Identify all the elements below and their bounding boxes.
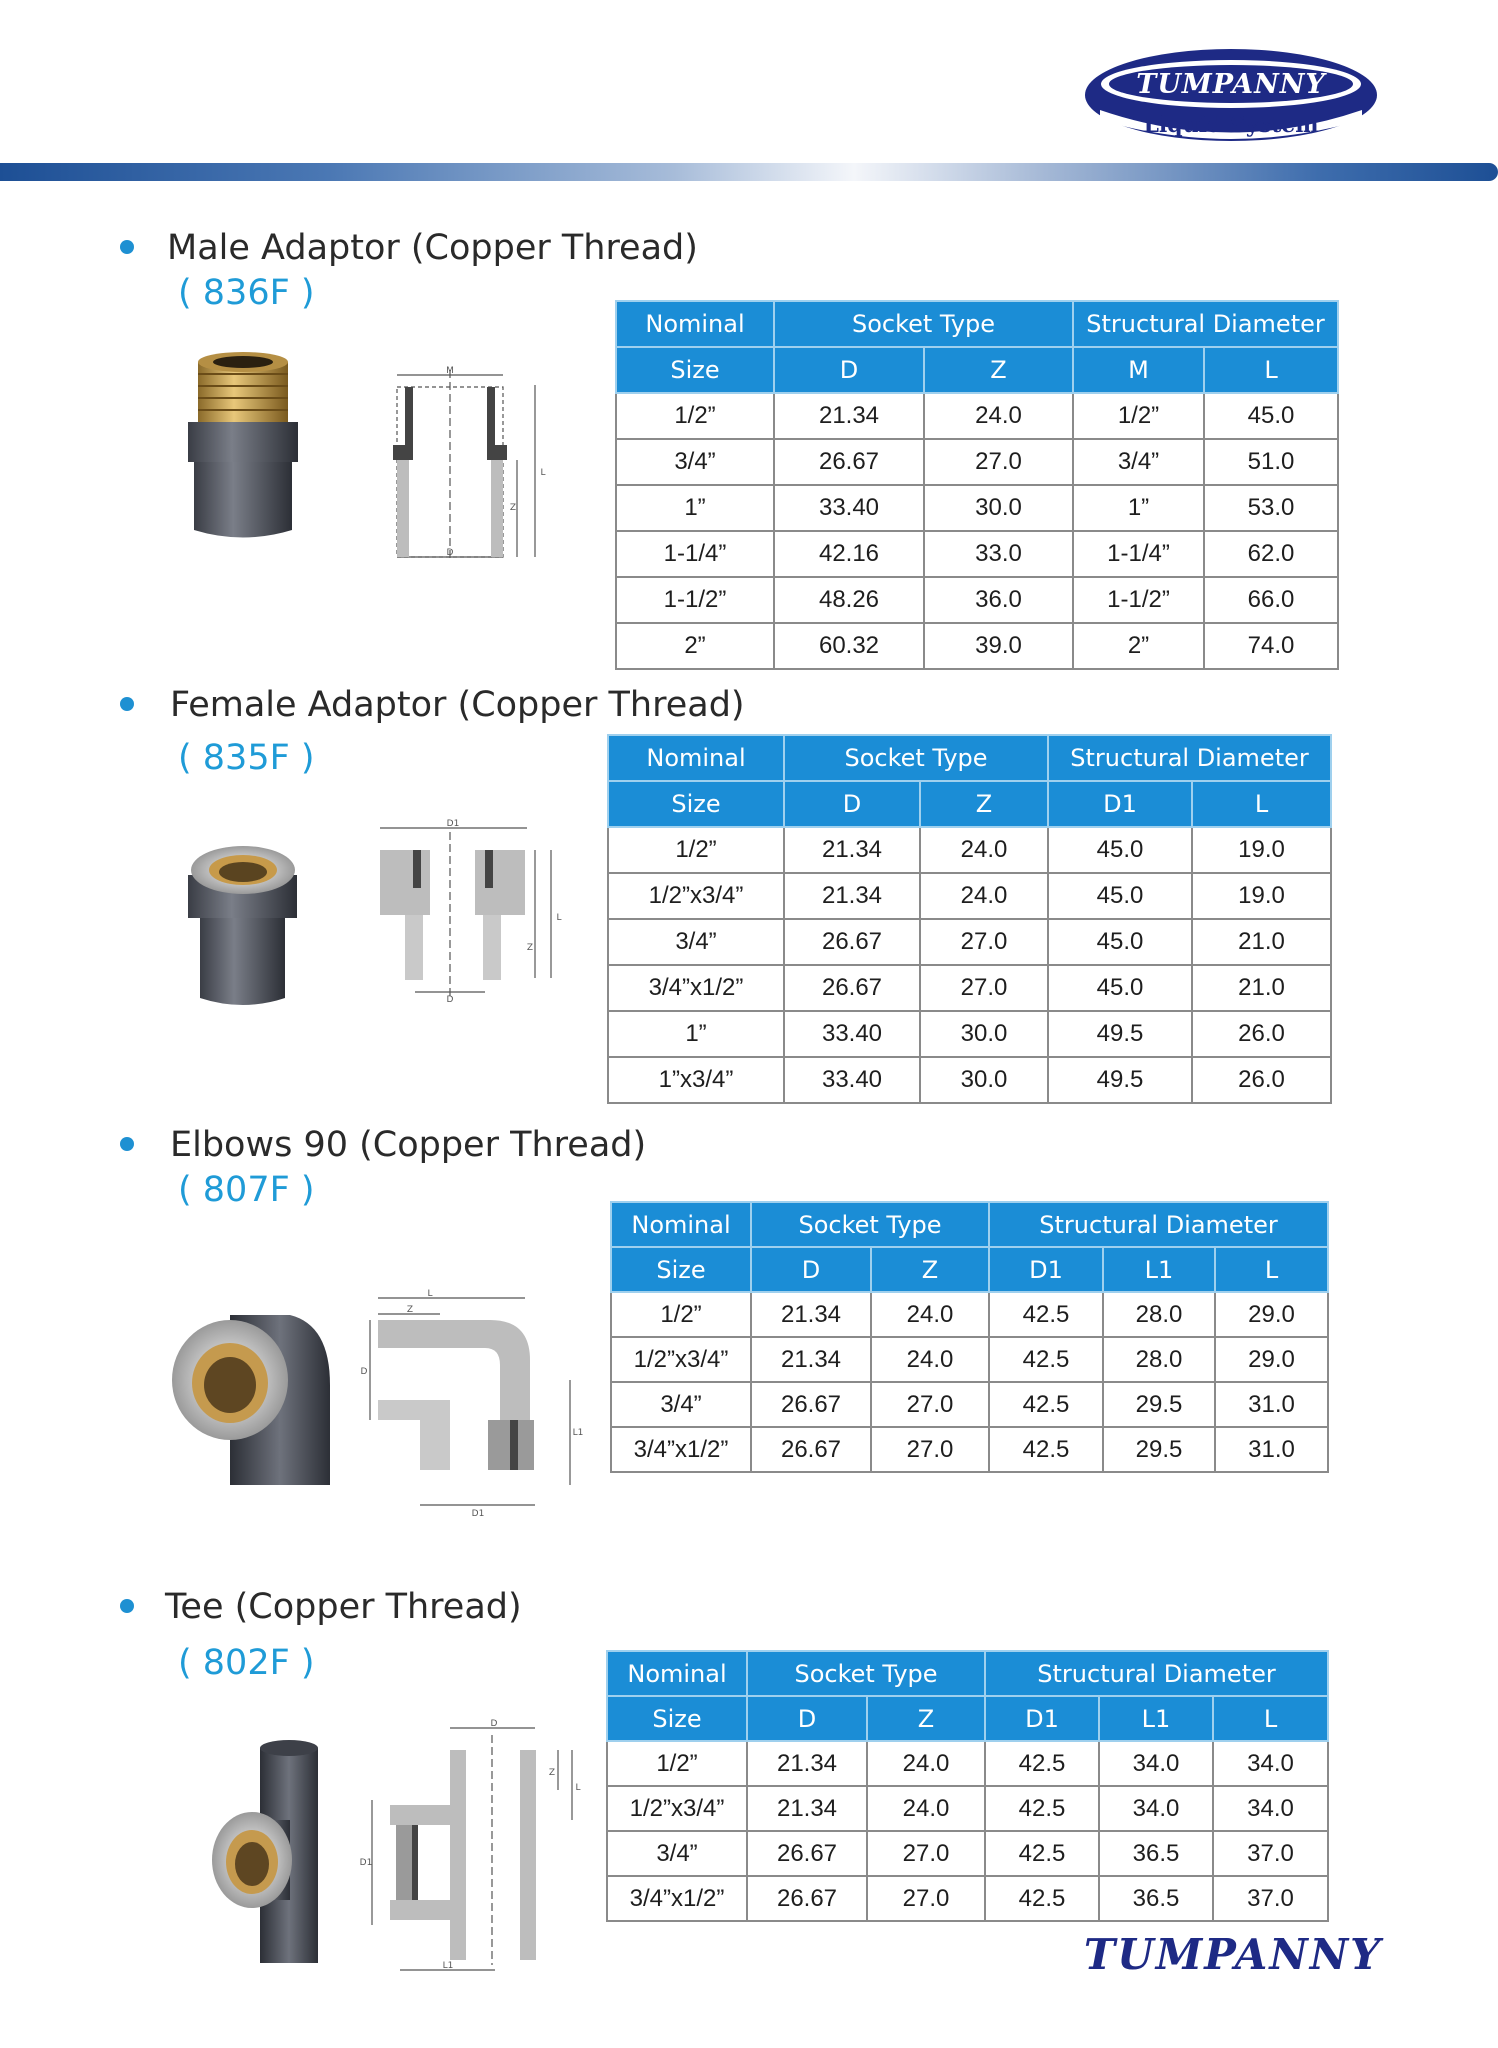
cell: 42.5 [985,1876,1099,1921]
male-adaptor-drawing [375,365,565,565]
cell: 24.0 [871,1292,989,1337]
column-header: D [774,347,924,393]
section-title: Female Adaptor (Copper Thread) [170,685,745,725]
dim-label: Z [526,943,534,953]
footer-brand-logo [1068,1925,1398,1985]
column-header: D [751,1247,871,1292]
cell: 21.34 [751,1292,871,1337]
cell: 51.0 [1204,439,1338,485]
table-row [608,873,1331,919]
table-row [616,531,1338,577]
cell: 1/2” [1073,393,1204,439]
table-row [616,393,1338,439]
column-header: L1 [1099,1696,1213,1741]
cell: 21.34 [751,1337,871,1382]
dim-label: D1 [446,819,460,829]
cell: 2” [616,623,774,669]
cell: 33.40 [784,1057,920,1103]
cell: 26.67 [747,1876,867,1921]
cell: 3/4”x1/2” [608,965,784,1011]
footer-brand: TUMPANNY [1083,1930,1383,1979]
cell: 29.5 [1103,1427,1215,1472]
table-row [611,1427,1328,1472]
cell: 1/2” [616,393,774,439]
cell: 29.0 [1215,1337,1328,1382]
cell: 27.0 [924,439,1073,485]
cell: 1/2”x3/4” [607,1786,747,1831]
column-header: L [1204,347,1338,393]
section-bullet [120,240,134,254]
table-row [608,919,1331,965]
cell: 26.67 [784,965,920,1011]
cell: 45.0 [1204,393,1338,439]
cell: 28.0 [1103,1292,1215,1337]
table-row [611,1337,1328,1382]
table-row [607,1876,1328,1921]
cell: 1/2” [611,1292,751,1337]
female-adaptor-drawing [375,820,565,1005]
cell: 1-1/4” [1073,531,1204,577]
dim-label: L [575,1783,581,1793]
section-title: Elbows 90 (Copper Thread) [170,1125,647,1165]
spec-table-836f [615,300,1339,670]
cell: 24.0 [920,827,1048,873]
cell: 30.0 [924,485,1073,531]
dim-label: D1 [471,1509,485,1519]
cell: 2” [1073,623,1204,669]
cell: 3/4”x1/2” [611,1427,751,1472]
cell: 49.5 [1048,1011,1192,1057]
cell: 27.0 [920,919,1048,965]
header-socket-type: Socket Type [784,735,1048,781]
cell: 42.5 [985,1786,1099,1831]
dim-label: Z [509,503,517,513]
elbow-photo [170,1305,335,1490]
cell: 21.34 [784,827,920,873]
cell: 24.0 [871,1337,989,1382]
cell: 48.26 [774,577,924,623]
tee-drawing [360,1720,580,1980]
cell: 29.5 [1103,1382,1215,1427]
column-header: Z [871,1247,989,1292]
header-nominal: Nominal [607,1651,747,1696]
cell: 28.0 [1103,1337,1215,1382]
cell: 36.0 [924,577,1073,623]
dim-label: L1 [572,1428,584,1438]
cell: 21.0 [1192,965,1331,1011]
cell: 34.0 [1213,1786,1328,1831]
cell: 42.5 [989,1337,1103,1382]
header-socket-type: Socket Type [751,1202,989,1247]
cell: 26.67 [751,1382,871,1427]
table-row [608,1011,1331,1057]
cell: 31.0 [1215,1427,1328,1472]
header-structural-diameter: Structural Diameter [1073,301,1338,347]
header-socket-type: Socket Type [747,1651,985,1696]
section-bullet [120,1599,134,1613]
section-title: Tee (Copper Thread) [165,1587,522,1627]
cell: 1-1/4” [616,531,774,577]
cell: 1” [616,485,774,531]
cell: 53.0 [1204,485,1338,531]
cell: 36.5 [1099,1831,1213,1876]
column-header: D1 [989,1247,1103,1292]
column-header: Z [924,347,1073,393]
cell: 27.0 [871,1427,989,1472]
cell: 24.0 [924,393,1073,439]
table-row [616,439,1338,485]
header-socket-type: Socket Type [774,301,1073,347]
table-row [608,827,1331,873]
cell: 1/2”x3/4” [611,1337,751,1382]
column-header: Size [616,347,774,393]
spec-table-807f [610,1201,1329,1473]
cell: 21.34 [774,393,924,439]
cell: 49.5 [1048,1057,1192,1103]
column-header: Z [867,1696,985,1741]
cell: 42.5 [985,1831,1099,1876]
cell: 26.0 [1192,1057,1331,1103]
product-code: ( 835F ) [178,738,315,778]
product-code: ( 807F ) [178,1170,315,1210]
column-header: Z [920,781,1048,827]
cell: 42.5 [985,1741,1099,1786]
cell: 42.5 [989,1382,1103,1427]
cell: 33.40 [774,485,924,531]
cell: 74.0 [1204,623,1338,669]
cell: 1/2” [608,827,784,873]
column-header: D [784,781,920,827]
cell: 37.0 [1213,1876,1328,1921]
cell: 24.0 [867,1741,985,1786]
cell: 26.67 [784,919,920,965]
cell: 33.40 [784,1011,920,1057]
table-row [608,965,1331,1011]
section-bullet [120,1137,134,1151]
cell: 30.0 [920,1057,1048,1103]
cell: 60.32 [774,623,924,669]
cell: 3/4” [616,439,774,485]
table-row [607,1831,1328,1876]
header-nominal: Nominal [616,301,774,347]
column-header: Size [607,1696,747,1741]
tee-photo [210,1740,320,1970]
cell: 1” [608,1011,784,1057]
cell: 62.0 [1204,531,1338,577]
cell: 19.0 [1192,827,1331,873]
cell: 3/4” [1073,439,1204,485]
cell: 1/2” [607,1741,747,1786]
dim-label: L [540,468,546,478]
cell: 45.0 [1048,919,1192,965]
table-row [607,1741,1328,1786]
cell: 24.0 [920,873,1048,919]
table-row [607,1786,1328,1831]
column-header: L1 [1103,1247,1215,1292]
cell: 30.0 [920,1011,1048,1057]
cell: 1-1/2” [1073,577,1204,623]
dim-label: L [427,1289,433,1299]
cell: 21.34 [747,1741,867,1786]
cell: 26.67 [751,1427,871,1472]
cell: 34.0 [1099,1786,1213,1831]
cell: 42.5 [989,1292,1103,1337]
header-structural-diameter: Structural Diameter [1048,735,1331,781]
cell: 3/4”x1/2” [607,1876,747,1921]
cell: 21.34 [784,873,920,919]
cell: 24.0 [867,1786,985,1831]
cell: 45.0 [1048,965,1192,1011]
cell: 45.0 [1048,873,1192,919]
column-header: Size [608,781,784,827]
dim-label: Z [406,1305,414,1315]
dim-label: L1 [442,1961,454,1971]
company-logo [1080,40,1382,150]
cell: 3/4” [607,1831,747,1876]
column-header: D [747,1696,867,1741]
cell: 66.0 [1204,577,1338,623]
column-header: M [1073,347,1204,393]
cell: 26.67 [747,1831,867,1876]
cell: 45.0 [1048,827,1192,873]
cell: 1-1/2” [616,577,774,623]
cell: 36.5 [1099,1876,1213,1921]
table-row [616,485,1338,531]
product-code: ( 802F ) [178,1643,315,1683]
header-structural-diameter: Structural Diameter [989,1202,1328,1247]
cell: 33.0 [924,531,1073,577]
cell: 26.0 [1192,1011,1331,1057]
female-adaptor-photo [180,840,305,1010]
logo-name: TUMPANNY [1136,69,1326,100]
cell: 39.0 [924,623,1073,669]
header-nominal: Nominal [611,1202,751,1247]
cell: 21.0 [1192,919,1331,965]
cell: 27.0 [867,1831,985,1876]
column-header: L [1192,781,1331,827]
cell: 42.16 [774,531,924,577]
section-bullet [120,697,134,711]
column-header: Size [611,1247,751,1292]
cell: 21.34 [747,1786,867,1831]
dim-label: D1 [359,1858,373,1868]
cell: 1” [1073,485,1204,531]
cell: 3/4” [608,919,784,965]
cell: 37.0 [1213,1831,1328,1876]
cell: 19.0 [1192,873,1331,919]
male-adaptor-photo [180,350,305,545]
dim-label: D [490,1719,498,1729]
dim-label: D [446,995,454,1005]
cell: 29.0 [1215,1292,1328,1337]
section-title: Male Adaptor (Copper Thread) [167,228,698,268]
cell: 34.0 [1213,1741,1328,1786]
cell: 27.0 [920,965,1048,1011]
dim-label: D [446,548,454,558]
dim-label: L [556,913,562,923]
elbow-drawing [360,1289,584,1520]
dim-label: D [360,1367,368,1377]
cell: 1”x3/4” [608,1057,784,1103]
dim-label: Z [548,1768,556,1778]
table-row [616,623,1338,669]
spec-table-802f [606,1650,1329,1922]
table-row [616,577,1338,623]
header-band [0,163,1498,181]
spec-table-835f [607,734,1332,1104]
table-row [611,1292,1328,1337]
column-header: L [1213,1696,1328,1741]
cell: 26.67 [774,439,924,485]
table-row [608,1057,1331,1103]
cell: 1/2”x3/4” [608,873,784,919]
cell: 34.0 [1099,1741,1213,1786]
cell: 27.0 [867,1876,985,1921]
cell: 42.5 [989,1427,1103,1472]
column-header: D1 [985,1696,1099,1741]
cell: 31.0 [1215,1382,1328,1427]
logo-tagline: Liquid System [1143,112,1319,138]
column-header: L [1215,1247,1328,1292]
table-row [611,1382,1328,1427]
dim-label: M [446,366,454,376]
header-structural-diameter: Structural Diameter [985,1651,1328,1696]
cell: 3/4” [611,1382,751,1427]
cell: 27.0 [871,1382,989,1427]
product-code: ( 836F ) [178,273,315,313]
header-nominal: Nominal [608,735,784,781]
column-header: D1 [1048,781,1192,827]
